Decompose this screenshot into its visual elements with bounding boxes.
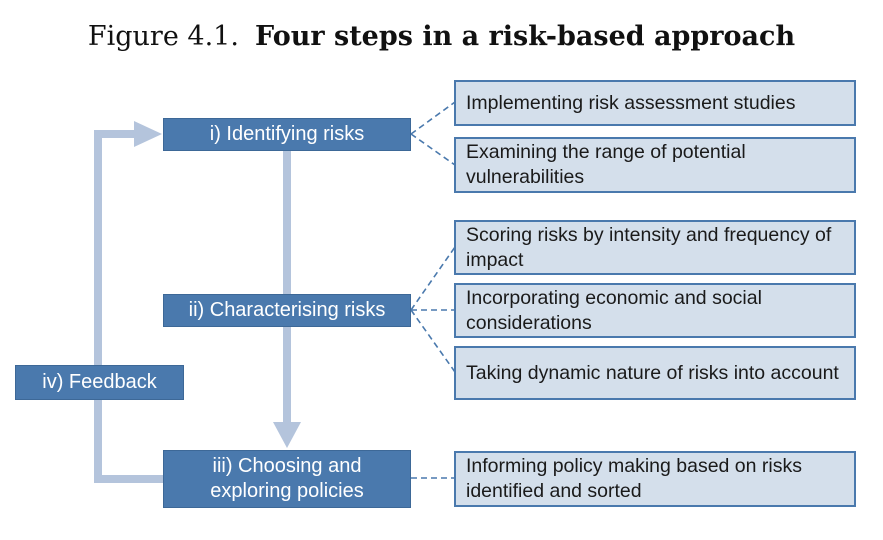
connector-2c <box>411 310 455 372</box>
desc-text: Examining the range of potential vulnerabilities <box>466 141 746 188</box>
step-characterising-risks <box>163 294 411 327</box>
step-identifying-risks <box>163 118 411 151</box>
step-label: iv) Feedback <box>42 371 157 393</box>
desc-dynamic-nature <box>454 346 856 400</box>
feedback-arrowhead <box>134 121 162 147</box>
figure-label: Figure 4.1. <box>87 21 239 52</box>
desc-text: Incorporating economic and social considerations <box>466 286 762 334</box>
step-choosing-policies <box>163 450 411 508</box>
flow-arrowhead <box>273 422 301 448</box>
desc-text: Scoring risks by intensity and frequency of impact <box>466 223 832 271</box>
desc-economic-social <box>454 283 856 338</box>
desc-informing-policy <box>454 451 856 507</box>
step-feedback <box>15 365 184 400</box>
desc-risk-assessment-studies <box>454 80 856 126</box>
step-label: ii) Characterising risks <box>188 299 386 321</box>
figure-title-text: Four steps in a risk-based approach <box>255 21 796 52</box>
desc-text: Taking dynamic nature of risks into account <box>466 361 839 384</box>
desc-potential-vulnerabilities <box>454 137 856 193</box>
step-label: iii) Choosing and exploring policies <box>210 455 364 502</box>
desc-scoring-risks <box>454 220 856 275</box>
connector-1b <box>411 134 455 165</box>
connector-1a <box>411 102 455 134</box>
connector-2a <box>411 247 455 310</box>
feedback-loop-line <box>98 134 163 479</box>
desc-text: Informing policy making based on risks identified and sorted <box>466 455 802 502</box>
desc-text: Implementing risk assessment studies <box>466 91 796 114</box>
step-label: i) Identifying risks <box>209 123 365 145</box>
